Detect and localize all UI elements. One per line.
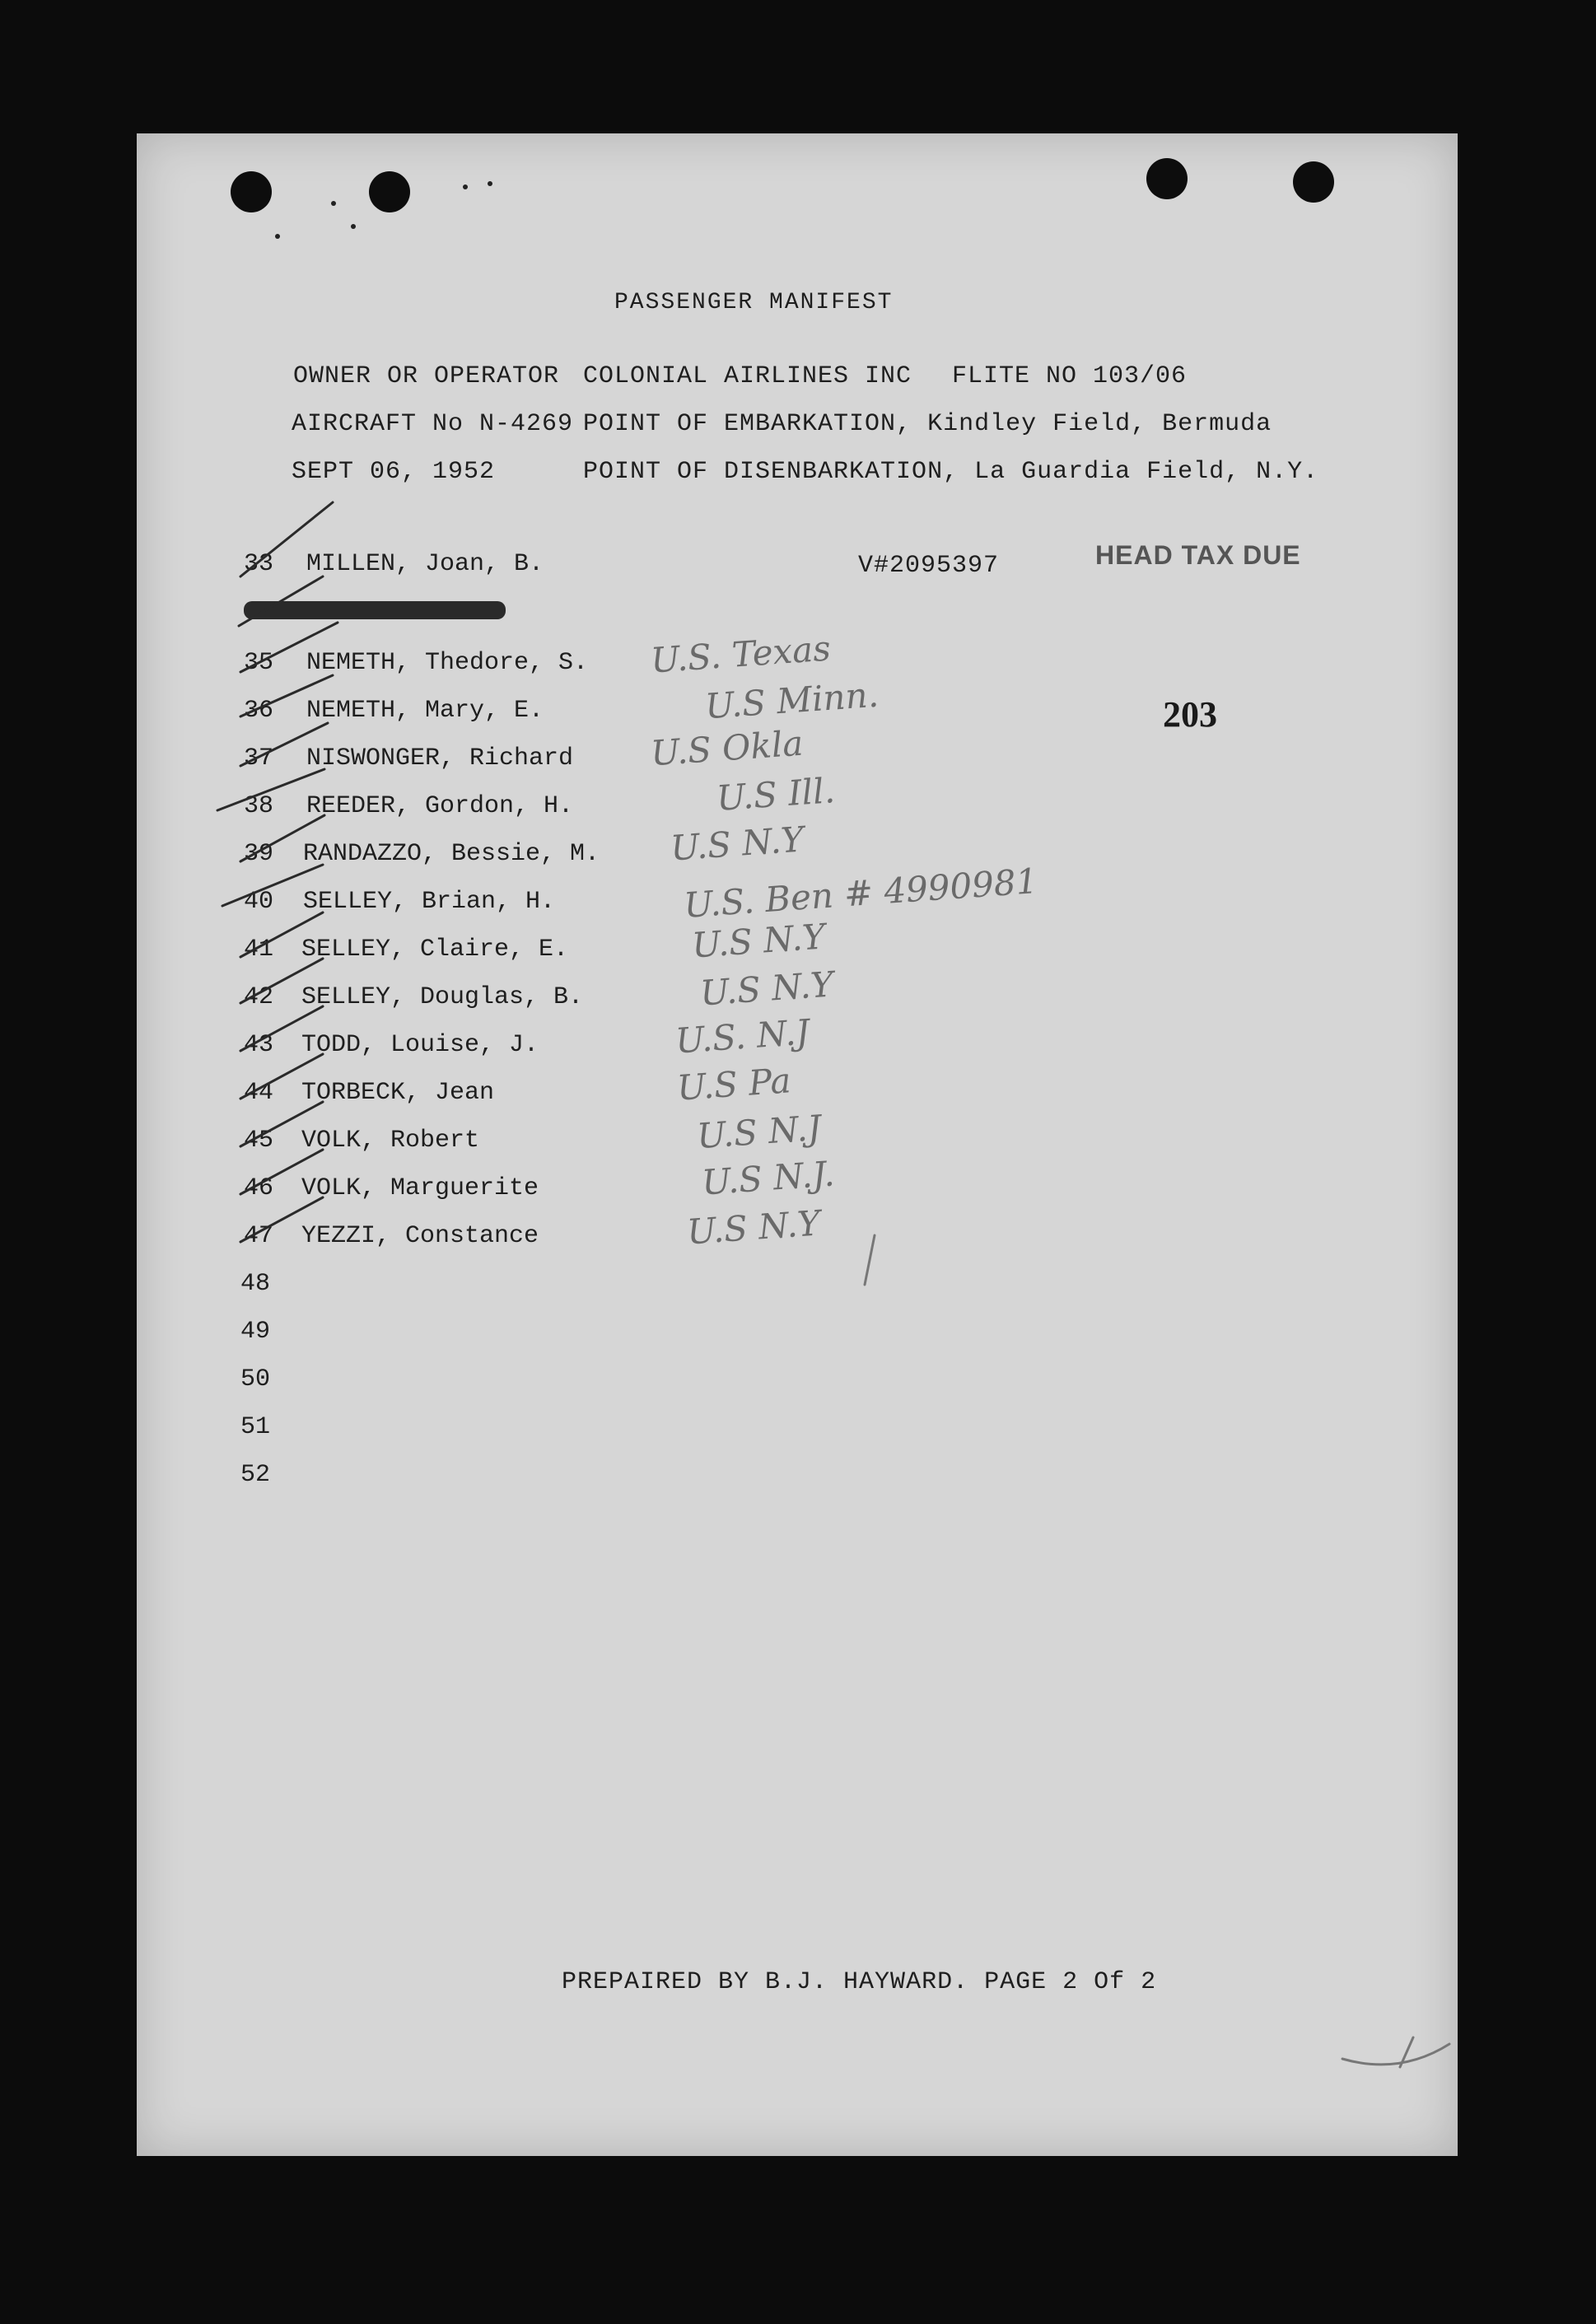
aircraft-number: AIRCRAFT No N-4269	[292, 410, 574, 438]
row-number: 37	[243, 744, 273, 772]
point-of-disembarkation: POINT OF DISENBARKATION, La Guardia Field, N.Y.	[583, 458, 1319, 486]
passenger-name: RANDAZZO, Bessie, M.	[303, 840, 600, 868]
punch-hole-3	[1146, 158, 1188, 199]
row-number: 38	[243, 792, 273, 820]
row-number: 35	[243, 649, 273, 677]
passenger-name: VOLK, Marguerite	[301, 1174, 539, 1202]
passenger-name: SELLEY, Claire, E.	[301, 936, 569, 964]
row-number: 46	[243, 1174, 273, 1202]
handwritten-note: U.S N.J.	[700, 1153, 836, 1203]
passenger-name: TODD, Louise, J.	[301, 1031, 539, 1059]
passenger-name: NEMETH, Mary, E.	[306, 697, 544, 725]
handwritten-note: U.S Okla	[649, 722, 805, 774]
handwritten-note: U.S N.J	[695, 1107, 823, 1157]
row-number: 49	[240, 1318, 270, 1346]
head-tax-stamp: HEAD TAX DUE	[1095, 540, 1301, 570]
row-number: 47	[243, 1222, 273, 1250]
passenger-name: SELLEY, Douglas, B.	[301, 983, 584, 1011]
passenger-name: REEDER, Gordon, H.	[306, 792, 574, 820]
handwritten-note: U.S N.Y	[685, 1202, 822, 1253]
handwritten-note: U.S N.Y	[690, 916, 827, 966]
row-number: 50	[240, 1365, 270, 1393]
row-number: 41	[243, 936, 273, 964]
row-number: 45	[243, 1127, 273, 1155]
row-number: 51	[240, 1413, 270, 1441]
handwritten-note: U.S N.Y	[698, 964, 835, 1014]
passenger-name: VOLK, Robert	[301, 1127, 480, 1155]
row-number: 44	[243, 1079, 273, 1107]
page-stamp-number: 203	[1163, 694, 1217, 735]
passenger-name: NEMETH, Thedore, S.	[306, 649, 589, 677]
punch-hole-1	[231, 171, 272, 212]
row-number: 48	[240, 1270, 270, 1298]
ink-speck	[331, 201, 336, 206]
handwritten-note: U.S. Texas	[649, 628, 833, 681]
passenger-name: SELLEY, Brian, H.	[303, 888, 556, 916]
passenger-name: YEZZI, Constance	[301, 1222, 539, 1250]
owner-value: COLONIAL AIRLINES INC	[583, 362, 912, 390]
row-number: 33	[243, 550, 273, 578]
redacted-line	[244, 601, 506, 619]
punch-hole-4	[1293, 161, 1334, 203]
row-number: 40	[243, 888, 273, 916]
flight-number: FLITE NO 103/06	[952, 362, 1188, 390]
visa-number: V#2095397	[858, 552, 1000, 580]
manifest-title: PASSENGER MANIFEST	[614, 290, 894, 315]
ink-speck	[351, 224, 356, 229]
row-number: 52	[240, 1461, 270, 1489]
passenger-name: NISWONGER, Richard	[306, 744, 574, 772]
punch-hole-2	[369, 171, 410, 212]
row-number: 42	[243, 983, 273, 1011]
prepared-by-footer: PREPAIRED BY B.J. HAYWARD. PAGE 2 Of 2	[562, 1968, 1157, 1996]
ink-speck	[463, 184, 468, 189]
handwritten-note: U.S Pa	[675, 1060, 792, 1108]
passenger-name: TORBECK, Jean	[301, 1079, 495, 1107]
handwritten-note: U.S Minn.	[703, 674, 880, 727]
ink-speck	[275, 234, 280, 239]
point-of-embarkation: POINT OF EMBARKATION, Kindley Field, Bermuda	[583, 410, 1272, 438]
row-number: 43	[243, 1031, 273, 1059]
row-number: 39	[243, 840, 273, 868]
handwritten-note: U.S. N.J	[674, 1011, 811, 1062]
row-number: 36	[243, 697, 273, 725]
ink-speck	[488, 181, 492, 186]
handwritten-note: U.S Ill.	[715, 770, 837, 819]
flight-date: SEPT 06, 1952	[292, 458, 496, 486]
passenger-name: MILLEN, Joan, B.	[306, 550, 544, 578]
handwritten-note: U.S. Ben # 4990981	[682, 861, 1039, 926]
handwritten-note: U.S N.Y	[669, 819, 805, 869]
owner-label: OWNER OR OPERATOR	[293, 362, 560, 390]
